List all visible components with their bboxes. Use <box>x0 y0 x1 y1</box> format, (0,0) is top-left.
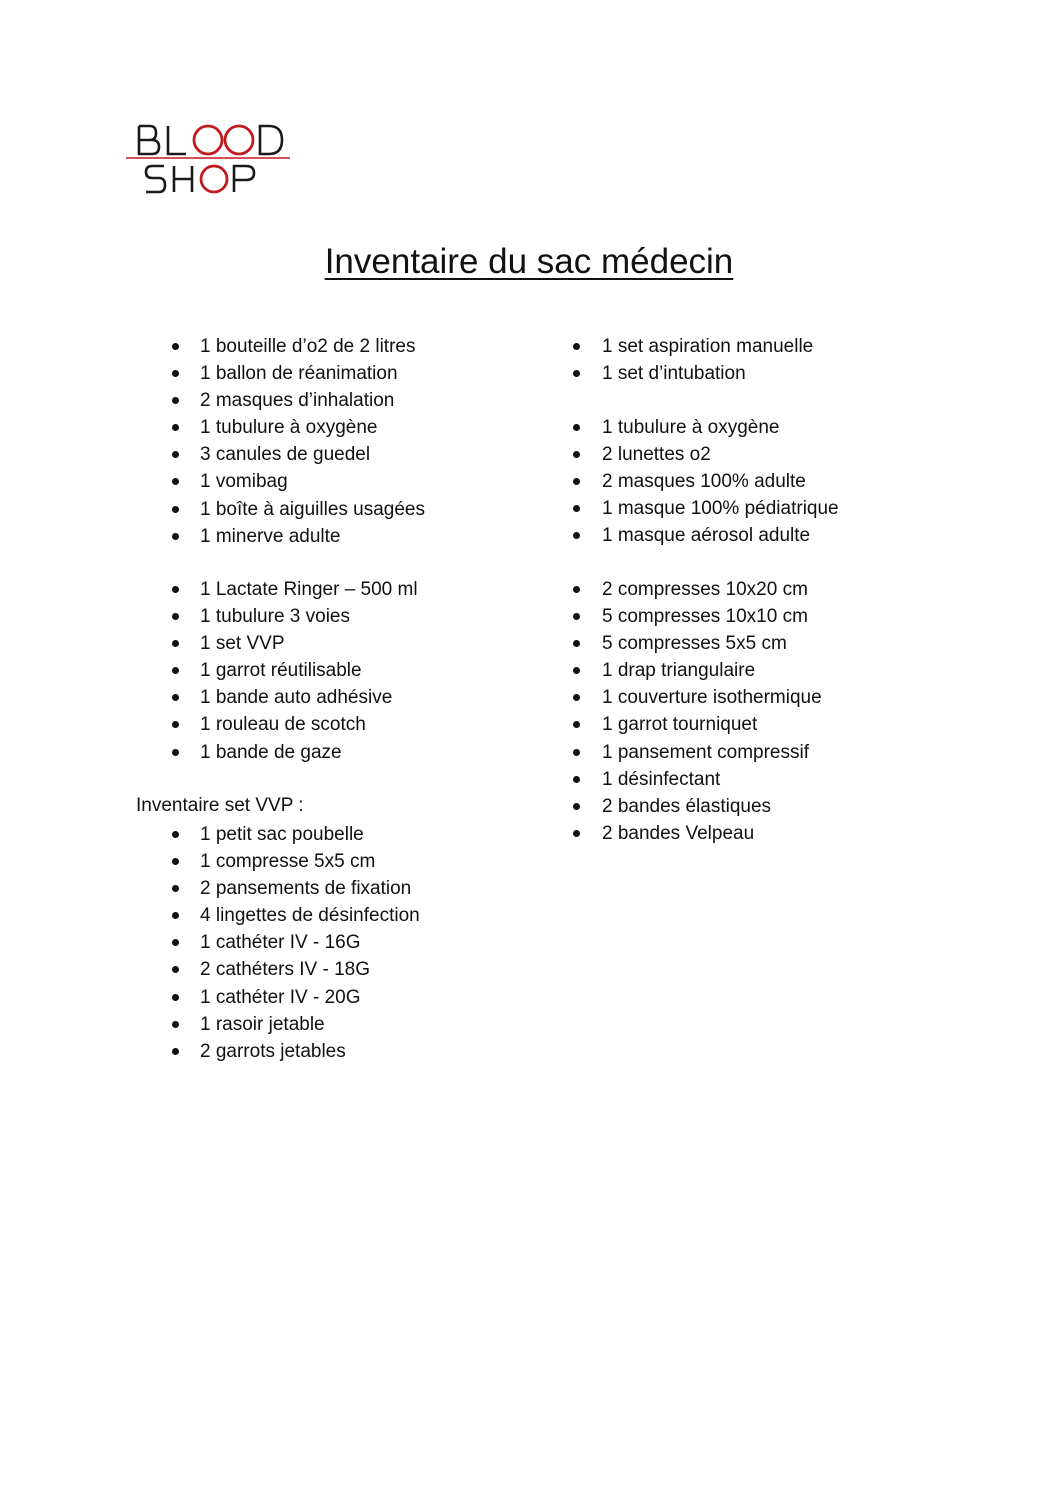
list-item: 1 rasoir jetable <box>136 1011 420 1038</box>
list-item: 3 canules de guedel <box>136 441 425 468</box>
list-item: 2 masques d’inhalation <box>136 387 425 414</box>
list-item: 1 couverture isothermique <box>568 684 822 711</box>
list-item: 1 cathéter IV - 20G <box>136 984 420 1011</box>
bullet-icon <box>573 776 580 783</box>
list-item: 1 cathéter IV - 16G <box>136 929 420 956</box>
bullet-icon <box>573 478 580 485</box>
bullet-icon <box>172 343 179 350</box>
list-item: 1 ballon de réanimation <box>136 360 425 387</box>
bullet-icon <box>172 506 179 513</box>
page-title: Inventaire du sac médecin <box>324 242 734 281</box>
bullet-icon <box>573 424 580 431</box>
bullet-icon <box>573 830 580 837</box>
bullet-icon <box>573 451 580 458</box>
bullet-icon <box>573 586 580 593</box>
list-item: 1 bouteille d’o2 de 2 litres <box>136 333 425 360</box>
list-item: 5 compresses 5x5 cm <box>568 630 822 657</box>
bullet-icon <box>573 613 580 620</box>
list-item: 1 compresse 5x5 cm <box>136 848 420 875</box>
bullet-icon <box>172 831 179 838</box>
list-item: 5 compresses 10x10 cm <box>568 603 822 630</box>
bullet-icon <box>172 939 179 946</box>
right-list-dressings <box>568 576 822 847</box>
right-list-airway <box>568 333 813 387</box>
bullet-icon <box>573 667 580 674</box>
list-item: 1 rouleau de scotch <box>136 711 418 738</box>
list-item: 1 set d’intubation <box>568 360 813 387</box>
bullet-icon <box>172 721 179 728</box>
bullet-icon <box>172 694 179 701</box>
bullet-icon <box>172 370 179 377</box>
bullet-icon <box>172 994 179 1001</box>
list-item: 2 compresses 10x20 cm <box>568 576 822 603</box>
list-item: 1 désinfectant <box>568 766 822 793</box>
bullet-icon <box>172 749 179 756</box>
list-item: 1 pansement compressif <box>568 739 822 766</box>
bullet-icon <box>172 397 179 404</box>
list-item: 1 masque aérosol adulte <box>568 522 839 549</box>
list-item: 1 bande auto adhésive <box>136 684 418 711</box>
list-item: 1 masque 100% pédiatrique <box>568 495 839 522</box>
list-item: 1 drap triangulaire <box>568 657 822 684</box>
logo-blood-red-letters <box>194 126 253 154</box>
bullet-icon <box>573 721 580 728</box>
list-item: 1 minerve adulte <box>136 523 425 550</box>
bullet-icon <box>573 532 580 539</box>
logo-word-blood <box>139 126 282 154</box>
list-item: 1 tubulure à oxygène <box>136 414 425 441</box>
logo-shop-red-o <box>201 166 227 192</box>
list-item: 1 garrot réutilisable <box>136 657 418 684</box>
bullet-icon <box>172 966 179 973</box>
bullet-icon <box>573 505 580 512</box>
list-item: 1 Lactate Ringer – 500 ml <box>136 576 418 603</box>
bullet-icon <box>172 667 179 674</box>
bullet-icon <box>172 533 179 540</box>
bullet-icon <box>172 424 179 431</box>
bullet-icon <box>573 640 580 647</box>
bullet-icon <box>573 343 580 350</box>
right-list-oxygen <box>568 414 839 549</box>
bullet-icon <box>172 640 179 647</box>
bullet-icon <box>172 858 179 865</box>
list-item: 1 set VVP <box>136 630 418 657</box>
bullet-icon <box>172 1021 179 1028</box>
bullet-icon <box>172 912 179 919</box>
list-item: 1 tubulure à oxygène <box>568 414 839 441</box>
logo-graphic <box>126 120 294 198</box>
list-item: 2 lunettes o2 <box>568 441 839 468</box>
list-item: 2 garrots jetables <box>136 1038 420 1065</box>
list-item: 1 bande de gaze <box>136 739 418 766</box>
left-list-equipment <box>136 333 425 550</box>
bullet-icon <box>172 613 179 620</box>
bullet-icon <box>573 370 580 377</box>
list-item: 2 masques 100% adulte <box>568 468 839 495</box>
list-item: 1 vomibag <box>136 468 425 495</box>
blood-shop-logo <box>126 120 294 198</box>
bullet-icon <box>573 803 580 810</box>
bullet-icon <box>172 586 179 593</box>
bullet-icon <box>172 1048 179 1055</box>
left-list-vvp-set <box>136 821 420 1065</box>
list-item: 1 garrot tourniquet <box>568 711 822 738</box>
bullet-icon <box>573 749 580 756</box>
bullet-icon <box>172 885 179 892</box>
list-item: 2 bandes élastiques <box>568 793 822 820</box>
list-item: 1 boîte à aiguilles usagées <box>136 496 425 523</box>
list-item: 2 pansements de fixation <box>136 875 420 902</box>
list-item: 1 set aspiration manuelle <box>568 333 813 360</box>
vvp-set-heading: Inventaire set VVP : <box>136 795 304 816</box>
list-item: 2 cathéters IV - 18G <box>136 956 420 983</box>
bullet-icon <box>172 478 179 485</box>
bullet-icon <box>573 694 580 701</box>
list-item: 2 bandes Velpeau <box>568 820 822 847</box>
list-item: 1 tubulure 3 voies <box>136 603 418 630</box>
list-item: 1 petit sac poubelle <box>136 821 420 848</box>
left-list-perfusion <box>136 576 418 766</box>
list-item: 4 lingettes de désinfection <box>136 902 420 929</box>
bullet-icon <box>172 451 179 458</box>
